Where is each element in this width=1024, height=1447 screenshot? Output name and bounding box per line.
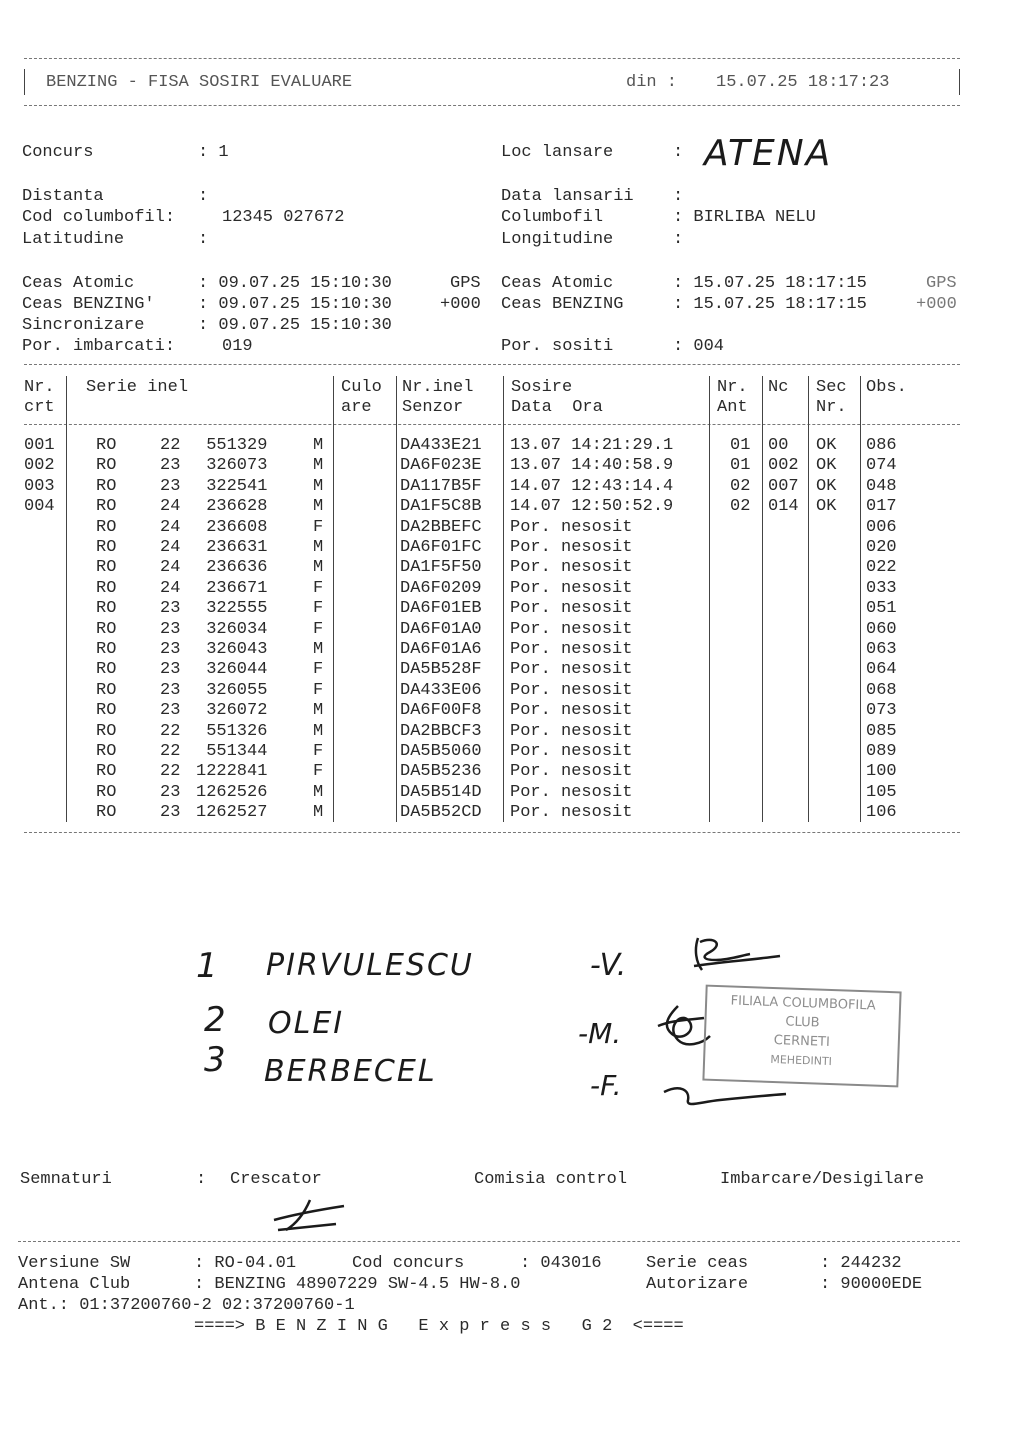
table-row: [0, 558, 1024, 578]
cell-nr: 551344: [206, 742, 268, 761]
cell-nc: 002: [768, 456, 799, 476]
stamp-line-2: CLUB: [785, 1014, 820, 1031]
cell-sosire: Por. nesosit: [510, 721, 633, 741]
cell-sosire: 13.07 14:40:58.9: [510, 456, 674, 476]
crescator-signature-icon: [266, 1196, 356, 1236]
header-serie-inel: Serie inel: [86, 378, 189, 397]
benzing-brand: ====> B E N Z I N G E x p r e s s G 2 <====: [194, 1317, 684, 1336]
table-row: [0, 599, 1024, 619]
cell-senzor: DA5B5236: [400, 762, 482, 782]
loc-lansare-sep: :: [673, 143, 684, 162]
cell-senzor: DA5B528F: [400, 660, 482, 680]
clock-left-atomic-label: Ceas Atomic: [22, 274, 135, 293]
cell-crt: 004: [24, 497, 55, 517]
footer-rule: [18, 1241, 960, 1242]
header-date-value: 15.07.25 18:17:23: [716, 73, 890, 92]
por-sositi-label: Por. sositi: [501, 337, 614, 356]
cod-columbofil-label: Cod columbofil:: [22, 208, 176, 227]
table-row: [0, 803, 1024, 823]
table-row: [0, 783, 1024, 803]
header-title: BENZING - FISA SOSIRI EVALUARE: [46, 73, 353, 92]
cell-sex: F: [313, 517, 324, 537]
handwritten-num-1: 1: [196, 946, 218, 986]
clock-right-benzing-label: Ceas BENZING: [501, 295, 624, 314]
stamp-line-3: CERNETI: [773, 1033, 831, 1050]
cell-sex: F: [313, 742, 324, 761]
cell-an: 22: [160, 762, 181, 782]
clock-left-benzing-suffix: +000: [440, 295, 481, 314]
cell-sosire: Por. nesosit: [510, 578, 633, 598]
cell-sec: OK: [816, 497, 837, 517]
cell-obs: 105: [866, 782, 897, 802]
header-nr: Nr.: [24, 378, 55, 397]
clock-left-atomic-suffix: GPS: [450, 274, 481, 293]
cell-obs: 089: [866, 742, 897, 761]
cell-nr: 322541: [206, 476, 268, 496]
cell-obs: 048: [866, 476, 897, 496]
cell-nr: 236608: [206, 517, 268, 537]
cell-an: 23: [160, 599, 181, 619]
cell-nr: 326072: [206, 701, 268, 721]
concurs-label: Concurs: [22, 143, 94, 162]
cell-sex: F: [313, 680, 324, 700]
cell-sex: F: [313, 578, 324, 598]
imbarcare-label: Imbarcare/Desigilare: [720, 1170, 925, 1189]
crescator-label: Crescator: [230, 1170, 322, 1189]
cell-ro: RO: [96, 680, 117, 700]
cell-sex: F: [313, 660, 324, 680]
cell-nr: 326044: [206, 660, 268, 680]
cell-sosire: Por. nesosit: [510, 619, 633, 639]
clock-right-atomic-suffix: GPS: [926, 274, 957, 293]
header-obs: Obs.: [866, 378, 907, 397]
signature-1-icon: [680, 930, 790, 980]
table-row: [0, 538, 1024, 558]
cell-sex: M: [313, 640, 324, 659]
cell-nr: 1262526: [196, 782, 268, 802]
cell-nr: 1222841: [196, 762, 268, 782]
serie-ceas-label: Serie ceas: [646, 1254, 749, 1273]
table-row: [0, 497, 1024, 517]
cell-crt: 003: [24, 476, 55, 496]
header-data-ora: Data Ora: [511, 398, 603, 417]
ant-line: Ant.: 01:37200760-2 02:37200760-1: [18, 1296, 355, 1315]
sincronizare-value: : 09.07.25 15:10:30: [198, 316, 392, 335]
cell-sosire: Por. nesosit: [510, 680, 633, 700]
cell-sex: M: [313, 803, 324, 823]
table-bottom-rule: [24, 832, 960, 833]
cell-senzor: DA5B52CD: [400, 803, 482, 823]
por-imbarcati-label: Por. imbarcati:: [22, 337, 176, 356]
cell-nr: 326034: [206, 619, 268, 639]
cell-ro: RO: [96, 538, 117, 557]
cell-ro: RO: [96, 803, 117, 823]
cell-nc: 014: [768, 497, 799, 517]
cell-sosire: Por. nesosit: [510, 762, 633, 782]
cell-sosire: Por. nesosit: [510, 538, 633, 557]
cell-an: 24: [160, 558, 181, 578]
versiune-value: : RO-04.01: [194, 1254, 297, 1273]
header-ant: Ant: [717, 398, 748, 417]
cell-nr: 326043: [206, 640, 268, 659]
cell-crt: 001: [24, 436, 55, 455]
cell-nc: 007: [768, 476, 799, 496]
handwritten-name-3: BERBECEL: [264, 1054, 437, 1089]
serie-ceas-value: : 244232: [820, 1254, 902, 1273]
columbofil-value: : BIRLIBA NELU: [673, 208, 816, 227]
cell-ant: 01: [730, 436, 751, 455]
table-row: [0, 436, 1024, 456]
cell-an: 23: [160, 782, 181, 802]
cell-obs: 068: [866, 680, 897, 700]
cell-senzor: DA5B514D: [400, 782, 482, 802]
cell-ro: RO: [96, 578, 117, 598]
cell-obs: 022: [866, 558, 897, 578]
cell-senzor: DA5B5060: [400, 742, 482, 761]
signature-3-icon: [660, 1078, 790, 1112]
cell-ro: RO: [96, 660, 117, 680]
header-left-bar: [24, 69, 25, 95]
cell-obs: 073: [866, 701, 897, 721]
cell-senzor: DA6F01FC: [400, 538, 482, 557]
loc-lansare-handwritten: ATENA: [704, 133, 833, 174]
cell-sex: M: [313, 721, 324, 741]
cell-obs: 033: [866, 578, 897, 598]
cell-sex: F: [313, 599, 324, 619]
autorizare-label: Autorizare: [646, 1275, 749, 1294]
cell-senzor: DA1F5F50: [400, 558, 482, 578]
header-sosire: Sosire: [511, 378, 573, 397]
cell-sosire: Por. nesosit: [510, 701, 633, 721]
cell-obs: 017: [866, 497, 897, 517]
cell-senzor: DA6F00F8: [400, 701, 482, 721]
cell-ant: 02: [730, 497, 751, 517]
stamp-line-1: FILIALA COLUMBOFILA: [730, 993, 876, 1014]
cell-senzor: DA6F01EB: [400, 599, 482, 619]
cell-obs: 020: [866, 538, 897, 557]
cell-ro: RO: [96, 640, 117, 659]
cell-sosire: Por. nesosit: [510, 782, 633, 802]
cell-an: 22: [160, 742, 181, 761]
cell-ro: RO: [96, 782, 117, 802]
clock-right-benzing-suffix: +000: [916, 295, 957, 314]
semnaturi-label: Semnaturi: [20, 1170, 112, 1189]
cell-sosire: Por. nesosit: [510, 660, 633, 680]
cell-obs: 100: [866, 762, 897, 782]
cod-concurs-label: Cod concurs: [352, 1254, 465, 1273]
cell-sex: M: [313, 456, 324, 476]
table-row: [0, 660, 1024, 680]
latitudine-value: :: [198, 230, 209, 249]
cell-sosire: Por. nesosit: [510, 599, 633, 619]
clock-left-benzing-label: Ceas BENZING': [22, 295, 155, 314]
cell-ro: RO: [96, 558, 117, 578]
comisia-control-label: Comisia control: [474, 1170, 628, 1189]
cell-an: 24: [160, 497, 181, 517]
header-sec-nr: Nr.: [816, 398, 847, 417]
table-row: [0, 762, 1024, 782]
antena-label: Antena Club: [18, 1275, 131, 1294]
clock-right-atomic-label: Ceas Atomic: [501, 274, 614, 293]
cell-ro: RO: [96, 742, 117, 761]
cell-obs: 060: [866, 619, 897, 639]
cell-ro: RO: [96, 497, 117, 517]
semnaturi-sep: :: [196, 1170, 207, 1189]
cell-an: 24: [160, 578, 181, 598]
concurs-value: : 1: [198, 143, 229, 162]
cell-an: 23: [160, 640, 181, 659]
cell-sex: F: [313, 619, 324, 639]
cell-sosire: Por. nesosit: [510, 558, 633, 578]
cell-ro: RO: [96, 762, 117, 782]
cod-concurs-value: : 043016: [520, 1254, 602, 1273]
cell-obs: 074: [866, 456, 897, 476]
cell-obs: 085: [866, 721, 897, 741]
cell-nr: 551326: [206, 721, 268, 741]
cell-sex: M: [313, 436, 324, 455]
cell-an: 22: [160, 436, 181, 455]
cell-sosire: 14.07 12:43:14.4: [510, 476, 674, 496]
cell-senzor: DA6F01A0: [400, 619, 482, 639]
cell-ant: 01: [730, 456, 751, 476]
cell-nc: 00: [768, 436, 789, 455]
table-row: [0, 681, 1024, 701]
cell-sec: OK: [816, 476, 837, 496]
cell-crt: 002: [24, 456, 55, 476]
sincronizare-label: Sincronizare: [22, 316, 145, 335]
autorizare-value: : 90000EDE: [820, 1275, 923, 1294]
cell-ro: RO: [96, 701, 117, 721]
cell-sex: M: [313, 782, 324, 802]
cell-obs: 064: [866, 660, 897, 680]
header-right-bar: [959, 69, 960, 95]
versiune-label: Versiune SW: [18, 1254, 131, 1273]
cell-obs: 086: [866, 436, 897, 455]
cell-senzor: DA6F023E: [400, 456, 482, 476]
cell-an: 23: [160, 619, 181, 639]
longitudine-label: Longitudine: [501, 230, 614, 249]
columbofil-label: Columbofil: [501, 208, 604, 227]
latitudine-label: Latitudine: [22, 230, 125, 249]
cell-nr: 1262527: [196, 803, 268, 823]
cell-sex: M: [313, 476, 324, 496]
cell-ro: RO: [96, 456, 117, 476]
cell-nr: 236628: [206, 497, 268, 517]
handwritten-name-1: PIRVULESCU: [266, 948, 474, 983]
clock-right-atomic-value: : 15.07.25 18:17:15: [673, 274, 867, 293]
cell-ro: RO: [96, 436, 117, 455]
cell-sex: F: [313, 762, 324, 782]
longitudine-value: :: [673, 230, 684, 249]
cell-nr: 236631: [206, 538, 268, 557]
header-culoare-2: are: [341, 398, 372, 417]
distanta-value: :: [198, 187, 209, 206]
cell-ro: RO: [96, 619, 117, 639]
cell-nr: 236636: [206, 558, 268, 578]
cell-senzor: DA433E21: [400, 436, 482, 455]
club-stamp: [702, 985, 901, 1088]
handwritten-num-2: 2: [204, 1000, 226, 1040]
cell-an: 23: [160, 701, 181, 721]
table-row: [0, 456, 1024, 476]
table-row: [0, 742, 1024, 762]
cell-an: 24: [160, 538, 181, 557]
header-senzor: Senzor: [402, 398, 464, 417]
handwritten-mark-2: -M.: [578, 1017, 622, 1050]
distanta-label: Distanta: [22, 187, 104, 206]
cell-sosire: Por. nesosit: [510, 640, 633, 659]
table-row: [0, 518, 1024, 538]
loc-lansare-label: Loc lansare: [501, 143, 614, 162]
cell-ro: RO: [96, 599, 117, 619]
cell-ant: 02: [730, 476, 751, 496]
cell-ro: RO: [96, 517, 117, 537]
cell-obs: 051: [866, 599, 897, 619]
cell-nr: 551329: [206, 436, 268, 455]
cell-sosire: 13.07 14:21:29.1: [510, 436, 674, 455]
handwritten-num-3: 3: [204, 1040, 226, 1080]
cell-sosire: 14.07 12:50:52.9: [510, 497, 674, 517]
data-lansarii-value: :: [673, 187, 684, 206]
cell-an: 23: [160, 803, 181, 823]
clock-right-benzing-value: : 15.07.25 18:17:15: [673, 295, 867, 314]
cell-sec: OK: [816, 436, 837, 455]
table-row: [0, 620, 1024, 640]
table-header-rule: [24, 424, 960, 425]
table-row: [0, 640, 1024, 660]
cell-sec: OK: [816, 456, 837, 476]
cell-an: 23: [160, 476, 181, 496]
table-row: [0, 701, 1024, 721]
cell-senzor: DA2BBEFC: [400, 517, 482, 537]
header-nr-ant: Nr.: [717, 378, 748, 397]
cell-nr: 322555: [206, 599, 268, 619]
cell-sosire: Por. nesosit: [510, 742, 633, 761]
cell-senzor: DA117B5F: [400, 476, 482, 496]
data-lansarii-label: Data lansarii: [501, 187, 634, 206]
table-row: [0, 579, 1024, 599]
cell-sex: M: [313, 701, 324, 721]
cell-nr: 326073: [206, 456, 268, 476]
handwritten-mark-1: -V.: [590, 948, 627, 983]
cell-senzor: DA433E06: [400, 680, 482, 700]
cell-senzor: DA1F5C8B: [400, 497, 482, 517]
clock-left-atomic-value: : 09.07.25 15:10:30: [198, 274, 392, 293]
cell-nr: 236671: [206, 578, 268, 598]
por-imbarcati-value: 019: [222, 337, 253, 356]
cell-an: 22: [160, 721, 181, 741]
handwritten-name-2: OLEI: [268, 1006, 345, 1041]
cell-sex: M: [313, 538, 324, 557]
cell-an: 24: [160, 517, 181, 537]
por-sositi-value: : 004: [673, 337, 725, 356]
cell-ro: RO: [96, 476, 117, 496]
cod-columbofil-value: 12345 027672: [222, 208, 345, 227]
cell-an: 23: [160, 660, 181, 680]
table-top-rule: [24, 364, 960, 365]
table-row: [0, 722, 1024, 742]
header-date-label: din :: [626, 73, 678, 92]
cell-sex: M: [313, 497, 324, 517]
header-nr-inel: Nr.inel: [402, 378, 474, 397]
header-crt: crt: [24, 398, 55, 417]
handwritten-mark-3: -F.: [590, 1069, 622, 1102]
cell-sosire: Por. nesosit: [510, 803, 633, 823]
cell-an: 23: [160, 680, 181, 700]
cell-senzor: DA2BBCF3: [400, 721, 482, 741]
cell-sosire: Por. nesosit: [510, 517, 633, 537]
header-nc: Nc: [768, 378, 789, 397]
clock-left-benzing-value: : 09.07.25 15:10:30: [198, 295, 392, 314]
cell-obs: 006: [866, 517, 897, 537]
cell-senzor: DA6F01A6: [400, 640, 482, 659]
antena-value: : BENZING 48907229 SW-4.5 HW-8.0: [194, 1275, 521, 1294]
cell-senzor: DA6F0209: [400, 578, 482, 598]
header-sec: Sec: [816, 378, 847, 397]
stamp-line-4: MEHEDINTI: [770, 1052, 833, 1069]
cell-nr: 326055: [206, 680, 268, 700]
table-row: [0, 477, 1024, 497]
cell-an: 23: [160, 456, 181, 476]
cell-sex: M: [313, 558, 324, 578]
cell-obs: 106: [866, 803, 897, 823]
header-culoare-1: Culo: [341, 378, 382, 397]
cell-ro: RO: [96, 721, 117, 741]
cell-obs: 063: [866, 640, 897, 659]
